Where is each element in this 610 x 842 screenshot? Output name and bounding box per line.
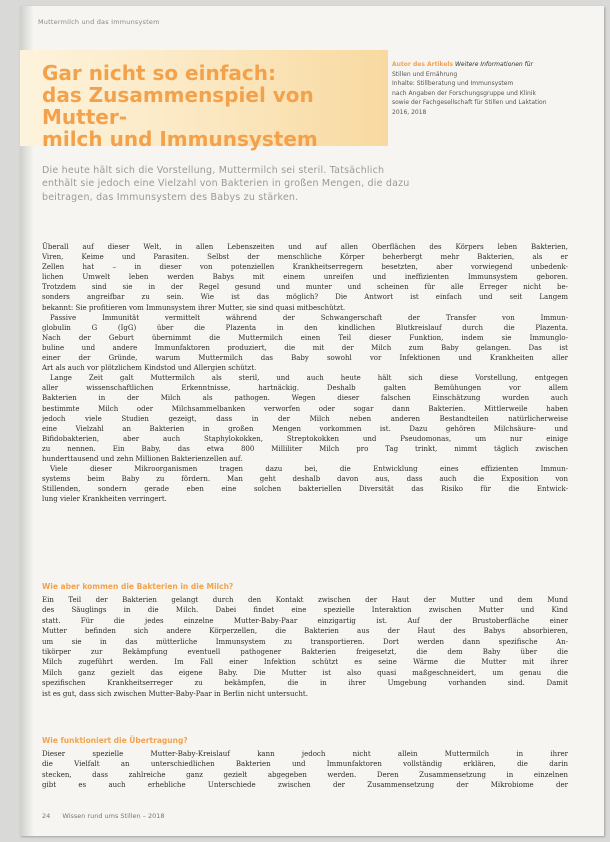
article-title: [42, 62, 392, 150]
section-line: Ein Teil der Bakterien gelangt durch den Kontakt zwischen der Haut der Mutter und dem Mund: [42, 596, 568, 604]
publication-name: Wissen rund ums Stillen – 2018: [62, 812, 165, 820]
body-line: Lange Zeit galt Muttermilch als steril, und auch heute hält sich diese Vorstellung, entgegen: [50, 374, 568, 383]
section-line: Dieser spezielle Mutter-Baby-Kreislauf kann jedoch nicht allein Muttermilch in ihrer: [42, 750, 568, 758]
body-line: lung vieler Krankheiten verringert.: [42, 495, 167, 504]
body-line: Viren, Keime und Parasiten. Selbst der menschliche Körper beherbergt mehr Bakterien, als er: [42, 253, 568, 262]
lead-line: beitragen, das Immunsystem des Babys zu stärken.: [42, 191, 299, 203]
body-line: Bifidobakterien, aber auch Staphylokokken, Streptokokken und Pseudomonas, um nur einige: [42, 434, 568, 443]
body-line: Trotzdem sind sie in der Regel gesund und munter und scheinen für alle Erreger nicht be-: [42, 283, 568, 292]
sidenote-work: Weitere Informationen für: [454, 61, 533, 68]
sidenote-line: Inhalte: Stillberatung und Immunsystem: [392, 80, 514, 88]
sidenote-author: Autor des Artikels: [392, 61, 454, 68]
body-line: Nach der Geburt übernimmt die Muttermilch einen Teil dieser Funktion, indem sie Immunglo-: [42, 333, 568, 342]
sidenote-line: sowie der Fachgesellschaft für Stillen und Laktation: [392, 99, 547, 107]
body-line: bestimmte Milch oder Milchsammelbanken verworfen oder sogar dann Bakterien. Mittlerweile haben: [42, 404, 568, 413]
body-text: [42, 242, 568, 504]
lead-line: Die heute hält sich die Vorstellung, Muttermilch sei steril. Tatsächlich: [42, 165, 385, 176]
author-sidenote: [392, 60, 570, 118]
lead-line: enthält sie jedoch eine Vielzahl von Bakterien in großen Mengen, die dazu: [42, 178, 410, 190]
section-line: des Säuglings in die Milch. Dabei findet eine spezielle Interaktion zwischen Mutter und Kind: [42, 606, 568, 615]
section-line: gibt es auch erhebliche Unterschiede zwischen der Zusammensetzung der Mikrobiome der: [42, 781, 568, 790]
body-line: aller wissenschaftlichen Erkenntnisse, hartnäckig. Deshalb galten Bemühungen vor allem: [42, 384, 568, 393]
body-line: Viele dieser Mikroorganismen tragen dazu bei, die Entwicklung eines effizienten Immun-: [50, 465, 568, 474]
body-line: Art als auch vor plötzlichem Kindstod und Allergien schützt.: [42, 364, 257, 373]
body-line: Passive Immunität vermittelt während der Schwangerschaft der Transfer von Immun-: [50, 313, 568, 322]
body-line: hunderttausend und zehn Millionen Bakterienzellen auf.: [42, 454, 243, 463]
section-text: [42, 749, 568, 791]
body-line: eine Vielzahl an Bakterien in großen Mengen vorkommen ist. Dazu gehören Milchsäure- und: [42, 424, 568, 433]
sidenote-line: Stillen und Ernährung: [392, 70, 458, 78]
title-line: milch und Immunsystem: [42, 127, 318, 151]
document-page: [20, 6, 604, 836]
section-line: Milch zugeführt werden. Im Fall einer Infektion schützt es seine Wärme die Mutter mit ihrer: [42, 658, 568, 667]
body-line: systems beim Baby zu fördern. Man geht deshalb davon aus, dass auch die Exposition von: [42, 475, 568, 484]
body-line: buline und andere Immunfaktoren produziert, die mit der Milch zum Baby gelangen. Das ist: [42, 343, 568, 352]
body-line: Zellen hat – in dieser von potenziellen Krankheitserregern besetzten, aber vorwiegend unbedenk-: [42, 263, 568, 272]
body-line: Überall auf dieser Welt, in allen Lebenszeiten und auf allen Oberflächen des Körpers leben Bakterien,: [42, 243, 568, 251]
section-line: um sie in das mütterliche Immunsystem zu transportieren. Dort werden dann spezifische An-: [42, 637, 568, 646]
section-heading: Wie aber kommen die Bakterien in die Milch?: [42, 582, 234, 591]
section-heading: Wie funktioniert die Übertragung?: [42, 736, 188, 745]
page-number: 24: [42, 812, 51, 820]
section-line: die Vielfalt an unterschiedlichen Bakterien und Immunfaktoren vollständig erklären, die darin: [42, 760, 568, 769]
body-line: zu nennen. Ein Baby, das etwa 800 Milliliter Milch pro Tag trinkt, nimmt täglich zwischen: [42, 444, 568, 453]
body-line: Bakterien in der Milch als pathogen. Wegen dieser falschen Einschätzung wurden auch: [42, 394, 568, 403]
sidenote-line: nach Angaben der Forschungsgruppe und Klinik: [392, 89, 536, 97]
section-line: ist es gut, dass sich zwischen Mutter-Baby-Paar in Berlin nicht untersucht.: [42, 689, 308, 698]
section-line: spezifischen Krankheitserreger zu bekämpfen, die in ihrer Umgebung vorhanden sind. Damit: [42, 679, 568, 688]
body-line: einer der Gründe, warum Muttermilch das Baby sowohl vor Infektionen und Krankheiten aller: [42, 354, 568, 363]
body-line: bekannt: Sie profitieren vom Immunsystem ihrer Mutter, sie sind quasi mitbeschützt.: [42, 303, 346, 312]
body-line: globulin G (IgG) über die Plazenta in den kindlichen Blutkreislauf durch die Plazenta.: [42, 323, 568, 332]
section-text: [42, 595, 568, 699]
running-head: Muttermilch und das Immunsystem: [38, 18, 160, 26]
title-line: Gar nicht so einfach:: [42, 61, 277, 85]
section-line: tikörper zur Bekämpfung eventuell pathogener Bakterien freigesetzt, die dem Baby über die: [42, 647, 568, 656]
section-line: Milch ganz gezielt das eigene Baby. Die Mutter ist also quasi maßgeschneidert, um genau die: [42, 668, 568, 677]
body-line: jedoch viele Studien gezeigt, dass in der Milch neben anderen Bestandteilen natürlicherweise: [42, 414, 568, 423]
lead-paragraph: [42, 164, 410, 204]
page-footer: [42, 812, 165, 820]
section-line: statt. Für die jedes einzelne Mutter-Baby-Paar einzigartig ist. Auf der Brustoberfläche einer: [42, 616, 568, 625]
section-line: stecken, dass zahlreiche ganz gezielt abgegeben werden. Deren Zusammensetzung in einzelnen: [42, 770, 568, 779]
title-line: das Zusammenspiel von Mutter-: [42, 83, 314, 129]
section-line: Mutter befinden sich andere Körperzellen, die Bakterien aus der Haut des Babys absorbieren,: [42, 627, 568, 636]
body-line: lichen Umwelt leben werden Babys mit einem unreifen und ineffizienten Immunsystem geboren.: [42, 273, 568, 282]
body-line: Stillenden, sondern gerade eben eine solchen bakteriellen Diversität das Risiko für die Entwick-: [42, 485, 568, 494]
sidenote-line: 2016, 2018: [392, 108, 427, 116]
body-line: sonders angreifbar zu sein. Wie ist das möglich? Die Antwort ist einfach und seit Langem: [42, 293, 568, 302]
